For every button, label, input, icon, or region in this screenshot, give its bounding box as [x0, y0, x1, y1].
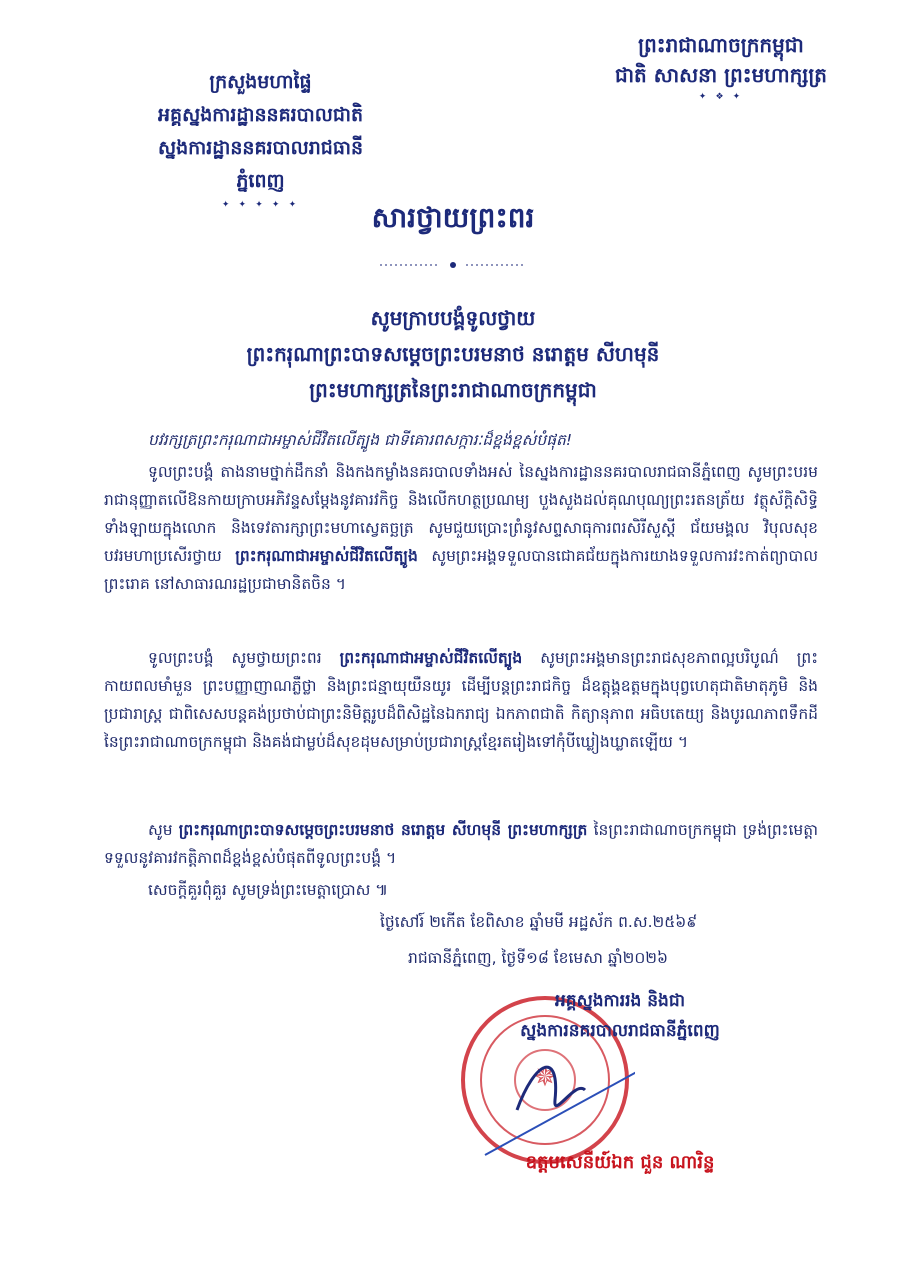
national-motto: ជាតិ សាសនា ព្រះមហាក្សត្រ: [615, 63, 827, 87]
salutation-text: បវរក្សត្រព្រះករុណាជាអម្ចាស់ជីវិតលើត្បូង ជាទីគោរពសក្ការៈដ៏ខ្ពង់ខ្ពស់បំផុត!: [148, 431, 573, 449]
lunar-date: ថ្ងៃសៅរ៍ ២កើត ខែពិសាខ ឆ្នាំមមី អដ្ឋស័ក ព.ស.២៥៦៩: [380, 913, 698, 931]
issuing-office: [148, 66, 373, 212]
paragraph-3-post: នៃព្រះរាជាណាចក្រកម្ពុជា ទ្រង់ព្រះមេត្តាទទួលនូវគារវកត្តិភាពដ៏ខ្ពង់ខ្ពស់បំផុតពីទូលព្រះបង្គំ ។: [104, 821, 818, 867]
kingdom-motto: [596, 30, 846, 104]
paragraph-2-highlight: ព្រះករុណាជាអម្ចាស់ជីវិតលើត្បូង: [339, 649, 523, 667]
addressee-block: [0, 300, 906, 408]
closing-text: សេចក្តីគួរពុំគួរ សូមទ្រង់ព្រះមេត្តាប្រោស ៕: [148, 881, 389, 899]
closing: [104, 876, 818, 904]
paragraph-3: [104, 816, 818, 872]
svg-text:✵: ✵: [533, 1060, 557, 1093]
paragraph-2: [104, 644, 818, 756]
document-title: សារថ្វាយព្រះពរ: [371, 201, 535, 234]
paragraph-1: [104, 458, 818, 598]
paragraph-1-pre: ទូលព្រះបង្គំ តាងនាមថ្នាក់ដឹកនាំ និងកងកម្លាំងនគរបាលទាំងអស់ នៃស្នងការដ្ឋាននគរបាលរាជធានីភ្នំពេញ សូមព្រះបរមរាជានុញ្ញាតលើឱនកាយក្រាបអភិវន្ទសម្តែងនូវគារវកិច្ច និងលើកហត្ថប្រណម្យ បួងសួងដល់គុណបុណ្យព្រះរតនត្រ័យ វត្ថុស័ក្តិសិទ្ធិទាំងឡាយក្នុងលោក និងទេវតារក្សាព្រះមហាស្វេតច្ឆត្រ សូមជួយប្រោះព្រំនូវសព្ទសាធុការពរសិរីសួស្តី ជ័យមង្គល វិបុលសុខ បវរមហាប្រសើរថ្វាយ: [104, 463, 818, 565]
paragraph-2-post: សូមព្រះអង្គមានព្រះរាជសុខភាពល្អបរិបូណ៌ ព្រះកាយពលមាំមួន ព្រះបញ្ញាញាណភ្លឺថ្លា និងព្រះជន្មាយុយឺនយូរ ដើម្បីបន្តព្រះរាជកិច្ច ដ៏ឧត្តុង្គឧត្តមក្នុងបុព្វហេតុជាតិមាតុភូមិ និងប្រជារាស្ត្រ ជាពិសេសបន្តគង់ប្រថាប់ជាព្រះនិមិត្តរូបដ៏ពិសិដ្ឋនៃឯករាជ្យ ឯកភាពជាតិ កិត្យានុភាព អធិបតេយ្យ និងបូរណភាពទឹកដីនៃព្រះរាជាណាចក្រកម្ពុជា និងគង់ជាម្លប់ដ៏សុខដុមសម្រាប់ប្រជារាស្ត្រខ្មែរតរៀងទៅកុំបីឃ្លៀងឃ្លាតឡើយ ។: [104, 649, 819, 751]
signatory-title-line1: អគ្គស្នងការរង និងជា: [554, 991, 685, 1011]
solar-date: រាជធានីភ្នំពេញ, ថ្ងៃទី១៨ ខែមេសា ឆ្នាំ២០២៦: [408, 949, 669, 967]
paragraph-3-highlight: ព្រះករុណាព្រះបាទសម្តេចព្រះបរមនាថ នរោត្តម សីហមុនី ព្រះមហាក្សត្រ: [178, 821, 588, 839]
title-ornament: [0, 255, 906, 275]
salutation: [104, 426, 818, 454]
signatory-name: ឧត្តមសេនីយ៍ឯក ជួន ណារិន្ទ: [525, 1152, 715, 1173]
addressee-line1: សូមក្រាបបង្គំទូលថ្វាយ: [370, 306, 536, 330]
addressee-line3: ព្រះមហាក្សត្រនៃព្រះរាជាណាចក្រកម្ពុជា: [309, 378, 597, 402]
commissariat-name: ស្នងការដ្ឋាននគរបាលរាជធានីភ្នំពេញ: [157, 137, 364, 192]
office-ornament: ✦ ✦ ✦ ✦ ✦: [221, 200, 300, 210]
general-commissariat-name: អគ្គស្នងការដ្ឋាននគរបាលជាតិ: [157, 104, 364, 126]
signatory-title-line2: ស្នងការនគរបាលរាជធានីភ្នំពេញ: [520, 1021, 720, 1041]
motto-ornament: ✦ ❖ ✦: [698, 92, 744, 102]
paragraph-1-highlight: ព្រះករុណាជាអម្ចាស់ជីវិតលើត្បូង: [235, 547, 418, 565]
paragraph-3-pre: សូម: [148, 821, 173, 839]
paragraph-1-post: សូមព្រះអង្គទទួលបានជោគជ័យក្នុងការយាងទទួលការវះកាត់ព្យាបាលព្រះរោគ នៅសាធារណរដ្ឋប្រជាមានិតចិន ។: [104, 547, 818, 593]
paragraph-2-pre: ទូលព្រះបង្គំ សូមថ្វាយព្រះពរ: [148, 649, 322, 667]
addressee-line2: ព្រះករុណាព្រះបាទសម្តេចព្រះបរមនាថ នរោត្តម សីហមុនី: [246, 342, 660, 366]
kingdom-name: ព្រះរាជាណាចក្រកម្ពុជា: [638, 33, 804, 57]
signatory-title: [470, 986, 770, 1046]
ministry-name: ក្រសួងមហាផ្ទៃ: [209, 71, 312, 93]
